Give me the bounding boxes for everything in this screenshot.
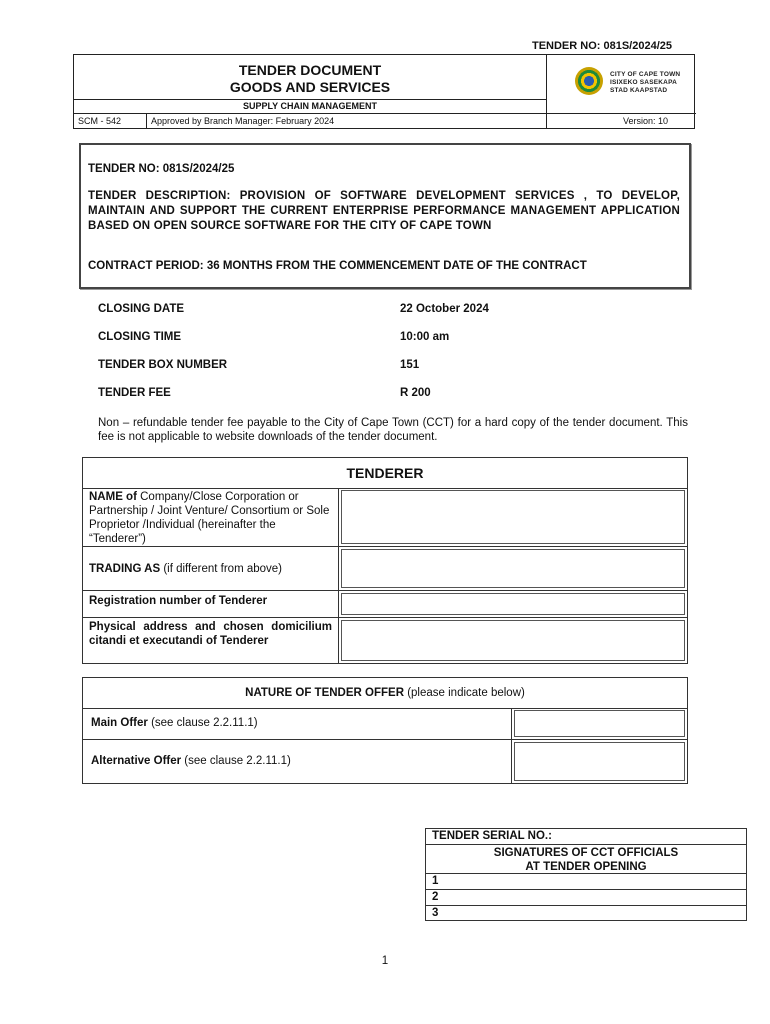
document-title: TENDER DOCUMENT — [238, 62, 382, 78]
tenderer-heading: TENDERER — [83, 458, 687, 489]
registration-label: Registration number of Tenderer — [83, 591, 339, 617]
closing-time-label: CLOSING TIME — [98, 331, 182, 343]
alternative-offer-label: Alternative Offer (see clause 2.2.11.1) — [83, 740, 512, 783]
top-tender-number: TENDER NO: 081S/2024/25 — [531, 40, 672, 52]
closing-date-value: 22 October 2024 — [400, 303, 489, 315]
signature-row-2[interactable]: 2 — [426, 890, 746, 906]
address-label: Physical address and chosen domicilium citandi et executandi of Tenderer — [83, 618, 339, 663]
fee-note: Non – refundable tender fee payable to the City of Cape Town (CCT) for a hard copy of the tender document. This fee is not applicable to website downloads of the tender document. — [98, 417, 688, 443]
tenderer-name-label: NAME of Company/Close Corporation or Partnership / Joint Venture/ Consortium or Sole Proprietor /Individual (hereinafter the “Tenderer”) — [83, 488, 339, 546]
tender-fee-value: R 200 — [400, 387, 431, 399]
alternative-offer-row — [83, 740, 687, 783]
page-number: 1 — [381, 955, 389, 967]
registration-row — [83, 591, 687, 618]
info-tender-number: TENDER NO: 081S/2024/25 — [88, 163, 235, 175]
approval-note: Approved by Branch Manager: February 2024 — [147, 114, 547, 129]
signature-row-3[interactable]: 3 — [432, 907, 439, 919]
tender-description: TENDER DESCRIPTION: PROVISION OF SOFTWARE DEVELOPMENT SERVICES , TO DEVELOP, MAINTAIN AND SUPPORT THE CURRENT ENTERPRISE PERFORMANCE MANAGEMENT APPLICATION BASED ON OPEN SOURCE SOFTWARE FOR THE CITY OF CAPE TOWN — [88, 190, 680, 232]
tender-box-label: TENDER BOX NUMBER — [98, 359, 228, 371]
trading-as-label: TRADING AS (if different from above) — [83, 547, 339, 590]
tender-offer-table — [82, 677, 688, 784]
tender-box-value: 151 — [400, 359, 420, 371]
tender-info-box — [79, 143, 691, 289]
serial-number-row: TENDER SERIAL NO.: — [426, 829, 746, 845]
address-row — [83, 618, 687, 663]
signature-row-1[interactable]: 1 — [426, 874, 746, 890]
document-header-table — [73, 54, 695, 129]
main-offer-field[interactable] — [514, 710, 685, 737]
registration-field[interactable] — [341, 593, 685, 615]
city-logo-text: CITY OF CAPE TOWN ISIXEKO SASEKAPA STAD KAAPSTAD — [610, 71, 681, 94]
contract-period: CONTRACT PERIOD: 36 MONTHS FROM THE COMMENCEMENT DATE OF THE CONTRACT — [88, 260, 587, 272]
trading-as-field[interactable] — [341, 549, 685, 588]
tender-fee-label: TENDER FEE — [98, 387, 171, 399]
address-field[interactable] — [341, 620, 685, 661]
alternative-offer-field[interactable] — [514, 742, 685, 781]
header-footer-row — [74, 114, 694, 129]
header-title-cell — [74, 55, 547, 100]
closing-date-label: CLOSING DATE — [98, 303, 185, 315]
main-offer-row — [83, 708, 687, 740]
tender-serial-table — [425, 828, 747, 921]
supply-chain-label: SUPPLY CHAIN MANAGEMENT — [74, 100, 547, 114]
signatures-heading: SIGNATURES OF CCT OFFICIALS AT TENDER OPENING — [426, 845, 746, 874]
main-offer-label: Main Offer (see clause 2.2.11.1) — [83, 708, 512, 739]
tenderer-name-field[interactable] — [341, 490, 685, 544]
offer-heading: NATURE OF TENDER OFFER (please indicate below) — [83, 678, 687, 709]
tenderer-name-row — [83, 488, 687, 547]
scm-code: SCM - 542 — [74, 114, 147, 129]
closing-time-value: 10:00 am — [400, 331, 450, 343]
version-label: Version: 10 — [622, 116, 668, 126]
city-logo-cell — [547, 55, 696, 114]
tenderer-table — [82, 457, 688, 664]
document-subtitle: GOODS AND SERVICES — [229, 79, 391, 95]
trading-as-row — [83, 547, 687, 591]
city-logo-icon — [575, 67, 603, 95]
